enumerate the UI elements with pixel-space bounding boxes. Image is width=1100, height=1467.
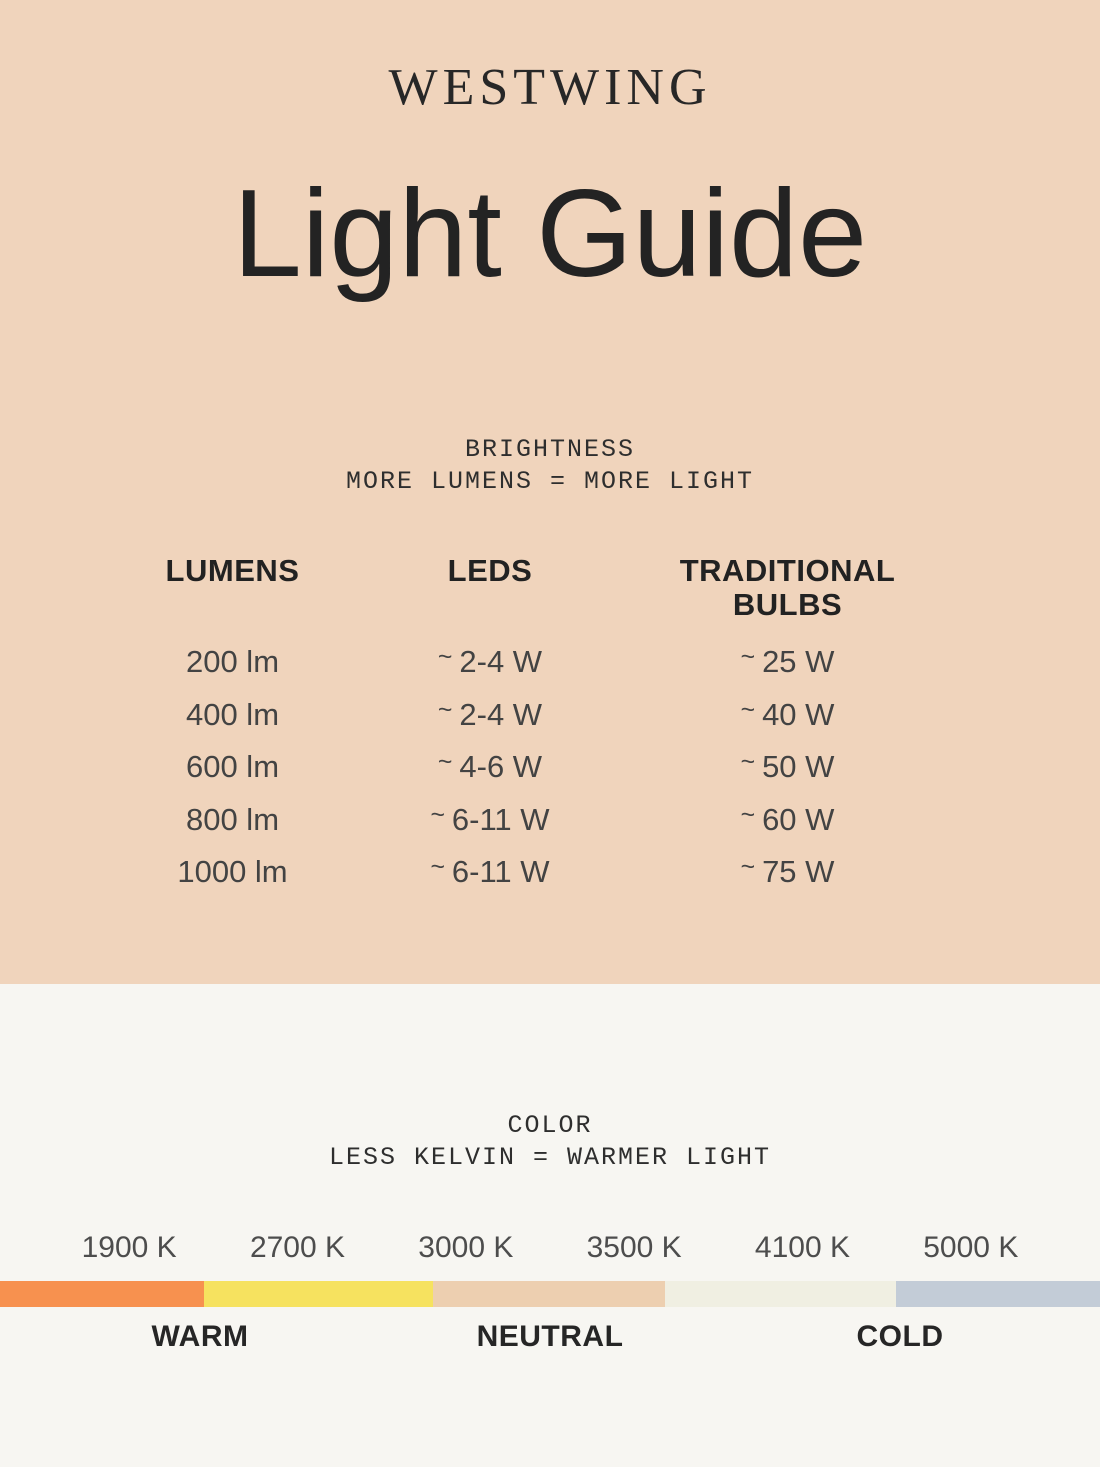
kelvin-label: 1900 K xyxy=(81,1231,177,1264)
color-subheading: LESS KELVIN = WARMER LIGHT xyxy=(328,1143,772,1172)
table-row xyxy=(120,794,940,847)
color-heading: COLOR xyxy=(507,1111,593,1140)
kelvin-label: 3500 K xyxy=(586,1231,682,1264)
kelvin-label: 2700 K xyxy=(249,1231,346,1264)
column-header-leds: LEDS xyxy=(447,553,533,588)
cell-traditional xyxy=(635,749,940,785)
brightness-table xyxy=(120,554,940,899)
approx-symbol: ~ xyxy=(740,801,756,829)
brand-logo: WESTWING xyxy=(388,59,712,116)
approx-symbol: ~ xyxy=(740,854,756,882)
brightness-subheading: MORE LUMENS = MORE LIGHT xyxy=(345,467,755,496)
temp-label-cold: COLD xyxy=(856,1320,944,1353)
color-heading-block xyxy=(0,1110,1100,1174)
column-header-lumens: LUMENS xyxy=(165,553,300,588)
cell-leds xyxy=(345,749,635,785)
approx-symbol: ~ xyxy=(437,696,453,724)
column-header-traditional-bulbs: TRADITIONAL BULBS xyxy=(679,553,896,622)
bar-segment-neutral-cream xyxy=(665,1281,896,1307)
approx-symbol: ~ xyxy=(437,749,453,777)
page-title: Light Guide xyxy=(232,165,868,303)
approx-symbol: ~ xyxy=(740,644,756,672)
cell-traditional-value: 75 W xyxy=(762,854,835,890)
cell-traditional-value: 25 W xyxy=(762,644,835,680)
approx-symbol: ~ xyxy=(437,644,453,672)
cell-leds-value: 6-11 W xyxy=(451,854,550,890)
cell-leds-value: 2-4 W xyxy=(459,644,543,680)
cell-leds xyxy=(345,802,635,838)
approx-symbol: ~ xyxy=(430,854,445,882)
cell-lumens: 1000 lm xyxy=(177,854,288,890)
kelvin-label: 4100 K xyxy=(754,1231,851,1264)
cell-traditional xyxy=(635,697,940,733)
cell-leds xyxy=(345,854,635,890)
cell-lumens: 800 lm xyxy=(185,801,280,837)
brightness-heading-block xyxy=(0,434,1100,498)
cell-leds-value: 2-4 W xyxy=(459,696,543,732)
cell-traditional-value: 60 W xyxy=(762,801,835,837)
bar-segment-warm-orange xyxy=(0,1281,204,1307)
temperature-labels xyxy=(25,1322,1075,1352)
cell-leds-value: 6-11 W xyxy=(451,801,550,837)
bar-segment-warm-yellow xyxy=(204,1281,434,1307)
cell-traditional-value: 40 W xyxy=(762,696,835,732)
table-header-row xyxy=(120,554,940,622)
table-row xyxy=(120,689,940,742)
cell-lumens: 200 lm xyxy=(185,644,280,680)
color-temperature-bar xyxy=(0,1281,1100,1307)
approx-symbol: ~ xyxy=(740,696,756,724)
approx-symbol: ~ xyxy=(430,801,445,829)
table-row xyxy=(120,846,940,899)
cell-traditional-value: 50 W xyxy=(762,749,835,785)
temp-label-warm: WARM xyxy=(151,1320,249,1353)
cell-traditional xyxy=(635,802,940,838)
cell-leds xyxy=(345,644,635,680)
cell-leds xyxy=(345,697,635,733)
cell-lumens: 400 lm xyxy=(185,696,280,732)
bar-segment-cold-blue xyxy=(896,1281,1100,1307)
temp-label-neutral: NEUTRAL xyxy=(476,1320,624,1353)
brightness-heading: BRIGHTNESS xyxy=(464,435,636,464)
table-row xyxy=(120,741,940,794)
color-section xyxy=(0,984,1100,1467)
cell-lumens: 600 lm xyxy=(185,749,280,785)
kelvin-label: 3000 K xyxy=(418,1231,514,1264)
cell-leds-value: 4-6 W xyxy=(459,749,543,785)
kelvin-label: 5000 K xyxy=(923,1231,1019,1264)
approx-symbol: ~ xyxy=(740,749,756,777)
table-body xyxy=(120,636,940,899)
cell-traditional xyxy=(635,854,940,890)
cell-traditional xyxy=(635,644,940,680)
bar-segment-neutral-peach xyxy=(433,1281,665,1307)
kelvin-scale-labels xyxy=(45,1232,1055,1264)
table-row xyxy=(120,636,940,689)
